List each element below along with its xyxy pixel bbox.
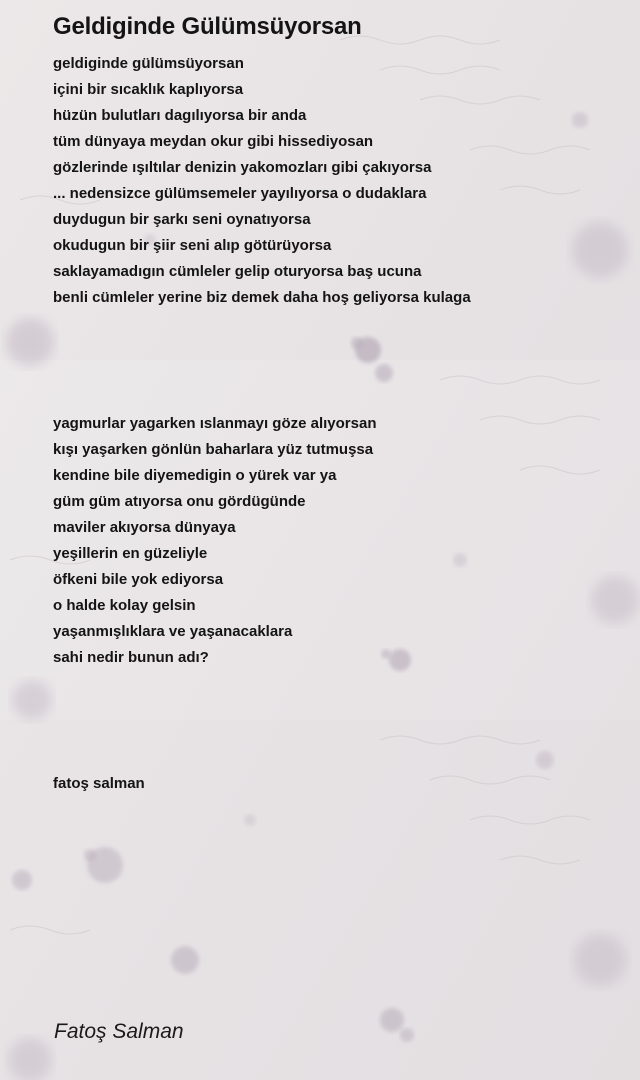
poem-line: duydugun bir şarkı seni oynatıyorsa: [53, 211, 311, 228]
poem-line: güm güm atıyorsa onu gördügünde: [53, 493, 306, 510]
poem-line: içini bir sıcaklık kaplıyorsa: [53, 81, 244, 98]
poem-line: gözlerinde ışıltılar denizin yakomozları gibi çakıyorsa: [53, 159, 432, 176]
poem-line: hüzün bulutları dagılıyorsa bir anda: [53, 107, 307, 124]
author-signature: Fatoş Salman: [54, 1020, 184, 1043]
poem-line: tüm dünyaya meydan okur gibi hissediyosan: [53, 133, 374, 150]
poem-line: ... nedensizce gülümsemeler yayılıyorsa o dudaklara: [53, 185, 427, 202]
stanza-1: [53, 51, 471, 311]
poem-line: o halde kolay gelsin: [53, 597, 196, 614]
poem-line: yaşanmışlıklara ve yaşanacaklara: [53, 623, 293, 640]
poem-line: okudugun bir şiir seni alıp götürüyorsa: [53, 237, 332, 254]
poem-line: kendine bile diyemedigin o yürek var ya: [53, 467, 337, 484]
poem-line: yeşillerin en güzeliyle: [53, 545, 208, 562]
poem-line: maviler akıyorsa dünyaya: [53, 519, 236, 536]
poem-line: öfkeni bile yok ediyorsa: [53, 571, 224, 588]
poem-line: benli cümleler yerine biz demek daha hoş geliyorsa kulaga: [53, 289, 471, 306]
poem-line: geldiginde gülümsüyorsan: [53, 55, 244, 72]
poem-title: Geldiginde Gülümsüyorsan: [53, 13, 362, 40]
poem-line: sahi nedir bunun adı?: [53, 649, 209, 666]
poem-line: kışı yaşarken gönlün baharlara yüz tutmuşsa: [53, 441, 374, 458]
stanza-2: [53, 411, 376, 671]
poem-line: saklayamadıgın cümleler gelip oturyorsa baş ucuna: [53, 263, 422, 280]
poem-line: yagmurlar yagarken ıslanmayı göze alıyorsan: [53, 415, 377, 432]
poem-author: fatoş salman: [53, 775, 145, 792]
